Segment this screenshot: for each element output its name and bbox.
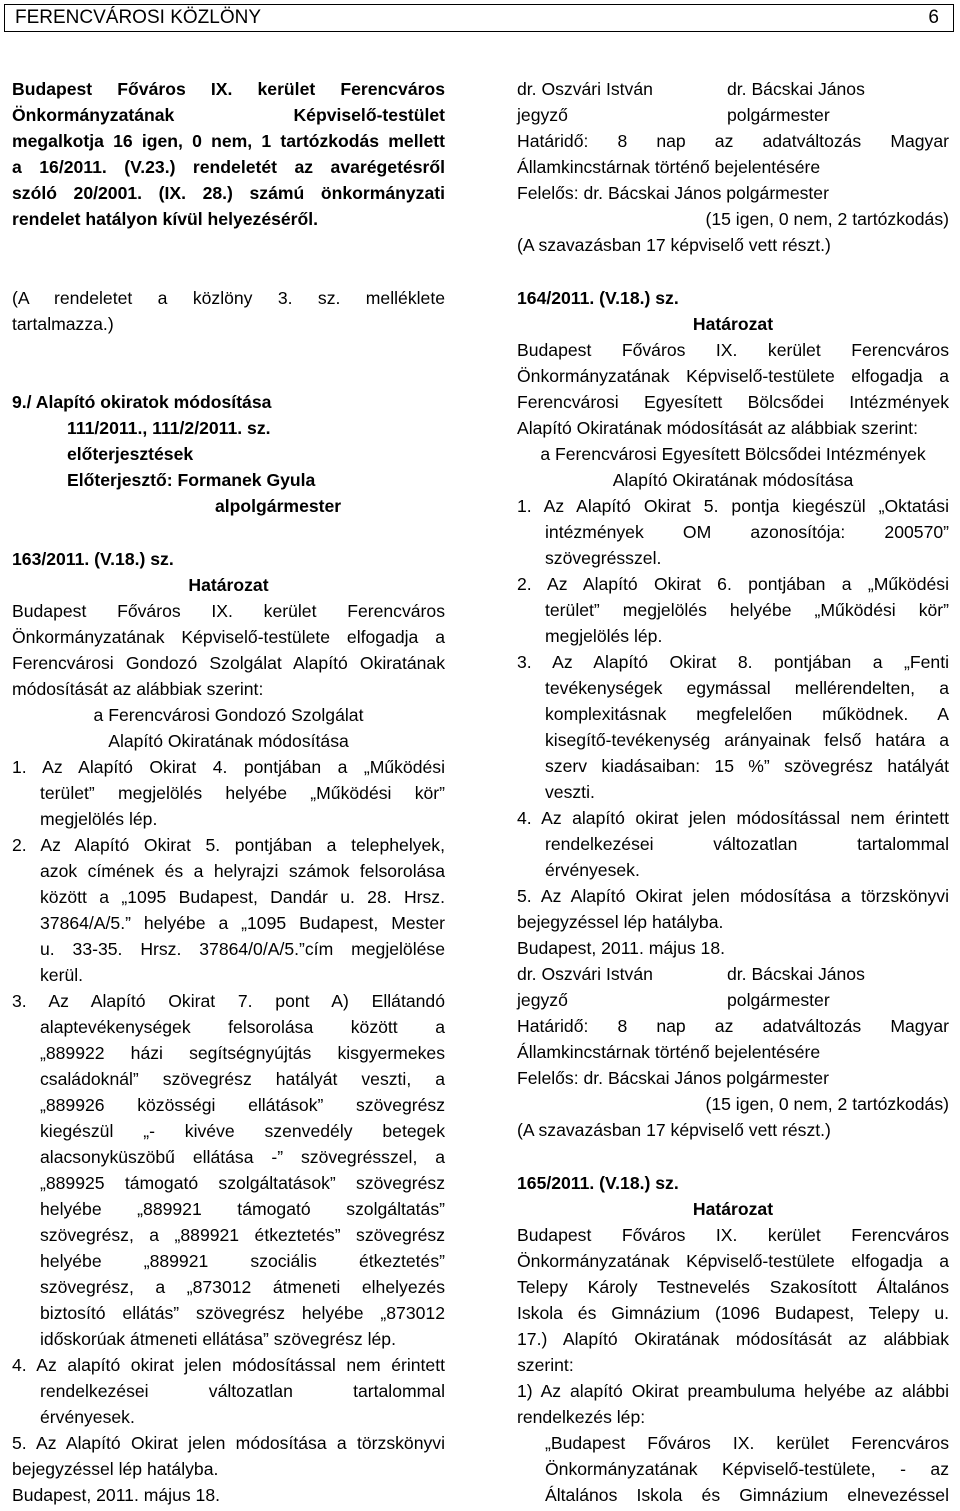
resolution-body: Általános Iskola és Gimnázium elnevezéssel: [545, 1485, 949, 1505]
resolution-body: Alapító Okiratának módosítását az alábbiak szerint:: [517, 418, 918, 438]
resolution-center: Alapító Okiratának módosítása: [108, 731, 349, 751]
section-sub: előterjesztések: [67, 444, 194, 464]
list-item: szövegrésszel.: [545, 548, 662, 568]
vote-note: (A szavazásban 17 képviselő vett részt.): [517, 1120, 831, 1140]
intro-line: rendelet hatályon kívül helyezéséről.: [12, 209, 319, 229]
list-item: intézmények OM azonosítója: 200570”: [545, 522, 949, 542]
responsible-line: Felelős: dr. Bácskai János polgármester: [517, 183, 829, 203]
resolution-body: Budapest Főváros IX. kerület Ferencváros: [517, 1225, 949, 1245]
resolution-body: 17.) Alapító Okiratának módosítását az alábbiak: [517, 1329, 949, 1349]
section-title: 9./ Alapító okiratok módosítása: [12, 392, 272, 412]
list-item: u. 33-35. Hrsz. 37864/0/A/5.”cím megjelölése: [40, 939, 445, 959]
section-sub: 111/2011., 111/2/2011. sz.: [67, 418, 271, 438]
signature-name: dr. Bácskai János: [727, 79, 865, 99]
deadline-line: Államkincstárnak történő bejelentésére: [517, 1042, 821, 1062]
resolution-body: szerint:: [517, 1355, 574, 1375]
list-item: „889926 közösségi ellátások” szövegrész: [40, 1095, 445, 1115]
page-header: [4, 4, 954, 32]
resolution-number: 164/2011. (V.18.) sz.: [517, 288, 679, 308]
list-item: érvényesek.: [40, 1407, 135, 1427]
section-sub: alpolgármester: [215, 496, 342, 516]
signature-name: dr. Oszvári István: [517, 79, 653, 99]
list-item: között a „1095 Budapest, Dandár u. 28. Hrsz.: [40, 887, 445, 907]
list-item: 1. Az Alapító Okirat 4. pontjában a „Működési: [12, 757, 445, 777]
resolution-body: módosítását az alábbiak szerint:: [12, 679, 264, 699]
resolution-body: Önkormányzatának Képviselő-testülete elfogadja a: [12, 627, 445, 647]
signature-names: [517, 76, 949, 102]
list-item: komplexitásnak megfelelően működnek. A: [545, 704, 949, 724]
list-item: veszti.: [545, 782, 595, 802]
list-item: helyébe „889921 támogató szolgáltatás”: [40, 1199, 445, 1219]
resolution-heading: Határozat: [188, 575, 269, 595]
list-item: 1. Az Alapító Okirat 5. pontja kiegészül „Oktatási: [517, 496, 949, 516]
list-item: megjelölés lép.: [40, 809, 158, 829]
list-item: kerül.: [40, 965, 84, 985]
resolution-body: Iskola és Gimnázium (1096 Budapest, Telepy u.: [517, 1303, 949, 1323]
intro-line: megalkotja 16 igen, 0 nem, 1 tartózkodás mellett: [12, 131, 445, 151]
publication-title: FERENCVÁROSI KÖZLÖNY: [15, 7, 261, 28]
list-item: alaptevékenységek felsorolása között a: [40, 1017, 445, 1037]
note-line: (A rendeletet a közlöny 3. sz. melléklete: [12, 288, 445, 308]
list-item: alacsonyküszöbű ellátása -” szövegrésszel, a: [40, 1147, 445, 1167]
signature-title: polgármester: [727, 990, 830, 1010]
date-line: Budapest, 2011. május 18.: [517, 938, 726, 958]
deadline-line: Határidő: 8 nap az adatváltozás Magyar: [517, 1016, 949, 1036]
resolution-body: Önkormányzatának Képviselő-testülete, - az: [545, 1459, 949, 1479]
list-item: rendelkezései változatlan tartalommal: [40, 1381, 445, 1401]
signature-titles: [517, 102, 949, 128]
list-item: biztosító ellátás” szövegrész helyébe „873012: [40, 1303, 445, 1323]
list-item: 4. Az alapító okirat jelen módosítással nem érintett: [12, 1355, 445, 1375]
list-item: szövegrész, a „889921 étkeztetés” szövegrész: [40, 1225, 445, 1245]
signature-title: jegyző: [517, 990, 568, 1010]
resolution-body: Budapest Főváros IX. kerület Ferencváros: [517, 340, 949, 360]
vote-result: (15 igen, 0 nem, 2 tartózkodás): [705, 209, 949, 229]
list-item: 3. Az Alapító Okirat 7. pont A) Ellátandó: [12, 991, 445, 1011]
intro-line: Önkormányzatának Képviselő-testület: [12, 105, 445, 125]
resolution-body: „Budapest Főváros IX. kerület Ferencváros: [545, 1433, 949, 1453]
resolution-body: Budapest Főváros IX. kerület Ferencváros: [12, 601, 445, 621]
list-item: „889922 házi segítségnyújtás kisgyermekes: [40, 1043, 445, 1063]
list-item: 3. Az Alapító Okirat 8. pontjában a „Fenti: [517, 652, 949, 672]
list-item: bejegyzéssel lép hatályba.: [517, 912, 724, 932]
date-line: Budapest, 2011. május 18.: [12, 1485, 221, 1505]
signature-titles: [517, 987, 949, 1013]
list-item: érvényesek.: [545, 860, 640, 880]
list-item: „889925 támogató szolgáltatások” szövegrész: [40, 1173, 445, 1193]
resolution-body: Önkormányzatának Képviselő-testülete elfogadja a: [517, 1251, 949, 1271]
signature-name: dr. Bácskai János: [727, 964, 865, 984]
list-item: 2. Az Alapító Okirat 5. pontjában a telephelyek,: [12, 835, 445, 855]
resolution-body: Ferencvárosi Egyesített Bölcsődei Intézmények: [517, 392, 949, 412]
list-item: kiegészül „- kivéve szenvedély betegek: [40, 1121, 445, 1141]
vote-note: (A szavazásban 17 képviselő vett részt.): [517, 235, 831, 255]
list-item: tevékenységek egymással mellérendelten, a: [545, 678, 949, 698]
list-item: bejegyzéssel lép hatályba.: [12, 1459, 219, 1479]
list-item: családoknál” szövegrész hatályát veszti, a: [40, 1069, 445, 1089]
signature-names: [517, 961, 949, 987]
list-item: 37864/A/5.” helyébe a „1095 Budapest, Mester: [40, 913, 445, 933]
list-item: szövegrész, a „873012 átmeneti elhelyezés: [40, 1277, 445, 1297]
resolution-body: Telepy Károly Testnevelés Szakosított Általános: [517, 1277, 949, 1297]
signature-name: dr. Oszvári István: [517, 964, 653, 984]
list-item: kisegítő-tevékenység arányainak felső határa a: [545, 730, 949, 750]
note-line: tartalmazza.): [12, 314, 114, 334]
resolution-center: Alapító Okiratának módosítása: [612, 470, 854, 490]
list-item: terület” megjelölés helyébe „Működési kör”: [40, 783, 445, 803]
signature-title: jegyző: [517, 105, 568, 125]
resolution-body: Ferencvárosi Gondozó Szolgálat Alapító Okiratának: [12, 653, 445, 673]
list-item: helyébe „889921 szociális étkeztetés”: [40, 1251, 445, 1271]
intro-line: Budapest Főváros IX. kerület Ferencváros: [12, 79, 445, 99]
list-item: 5. Az Alapító Okirat jelen módosítása a törzskönyvi: [517, 886, 949, 906]
resolution-center: a Ferencvárosi Egyesített Bölcsődei Intézmények: [540, 444, 926, 464]
list-item: megjelölés lép.: [545, 626, 663, 646]
page-number: 6: [928, 7, 939, 28]
deadline-line: Államkincstárnak történő bejelentésére: [517, 157, 821, 177]
resolution-number: 163/2011. (V.18.) sz.: [12, 549, 174, 569]
list-item: 2. Az Alapító Okirat 6. pontjában a „Működési: [517, 574, 949, 594]
section-sub: Előterjesztő: Formanek Gyula: [67, 470, 316, 490]
intro-line: szóló 20/2001. (IX. 28.) számú önkormányzati: [12, 183, 445, 203]
list-item: 5. Az Alapító Okirat jelen módosítása a törzskönyvi: [12, 1433, 445, 1453]
signature-title: polgármester: [727, 105, 830, 125]
list-item: szerv kiadásaiban: 15 %” szövegrész hatályát: [545, 756, 949, 776]
intro-line: a 16/2011. (V.23.) rendeletét az avarégetésről: [12, 157, 445, 177]
deadline-line: Határidő: 8 nap az adatváltozás Magyar: [517, 131, 949, 151]
resolution-center: a Ferencvárosi Gondozó Szolgálat: [93, 705, 364, 725]
resolution-heading: Határozat: [692, 314, 774, 334]
resolution-body: 1) Az alapító Okirat preambuluma helyébe az alábbi: [517, 1381, 949, 1401]
vote-result: (15 igen, 0 nem, 2 tartózkodás): [705, 1094, 949, 1114]
responsible-line: Felelős: dr. Bácskai János polgármester: [517, 1068, 829, 1088]
list-item: időskorúak átmeneti ellátása” szövegrész lép.: [40, 1329, 396, 1349]
list-item: azok címének és a helyrajzi számok felsorolása: [40, 861, 445, 881]
list-item: 4. Az alapító okirat jelen módosítással nem érintett: [517, 808, 949, 828]
list-item: rendelkezései változatlan tartalommal: [545, 834, 949, 854]
list-item: terület” megjelölés helyébe „Működési kör”: [545, 600, 949, 620]
resolution-number: 165/2011. (V.18.) sz.: [517, 1173, 679, 1193]
resolution-heading: Határozat: [692, 1199, 774, 1219]
resolution-body: rendelkezés lép:: [517, 1407, 646, 1427]
resolution-body: Önkormányzatának Képviselő-testülete elfogadja a: [517, 366, 949, 386]
